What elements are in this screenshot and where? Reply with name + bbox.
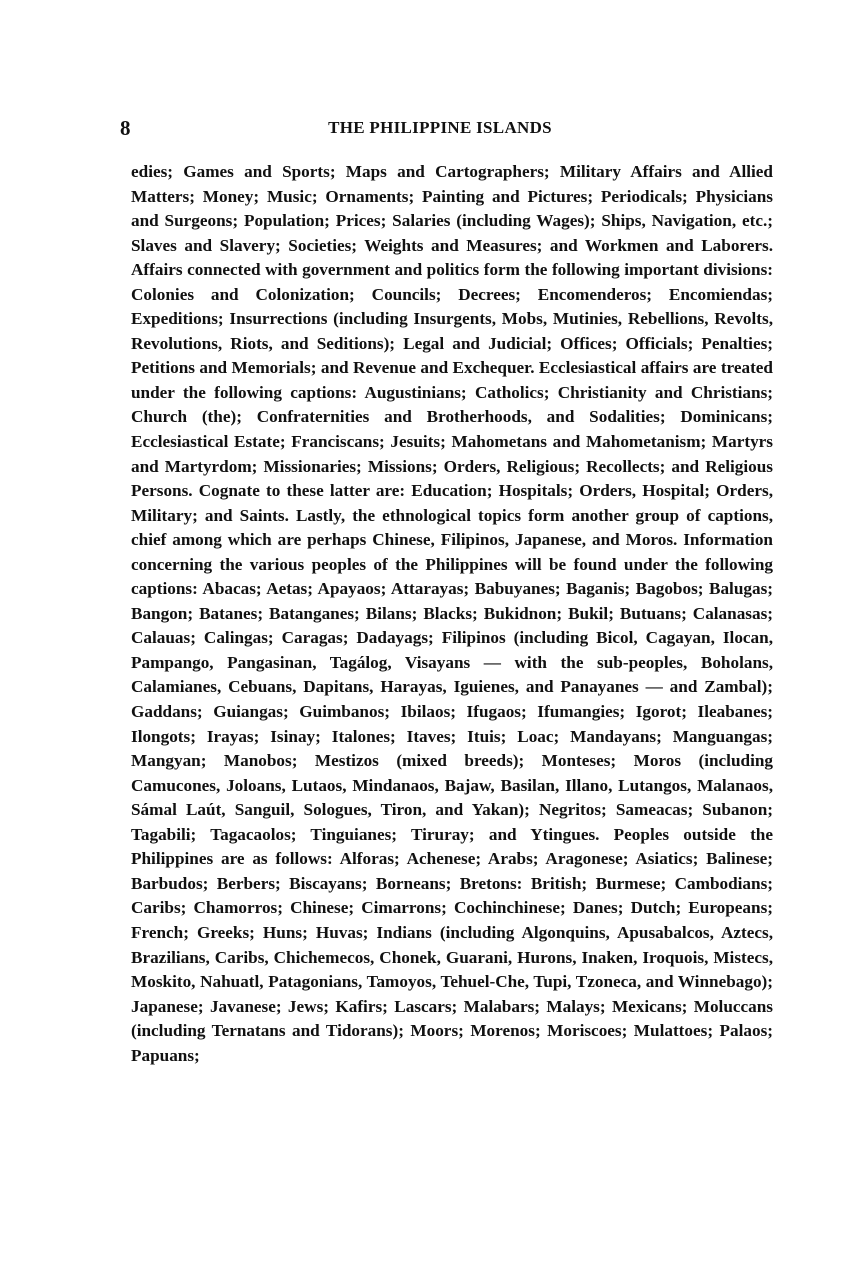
running-head: THE PHILIPPINE ISLANDS [328,118,552,137]
page-number: 8 [120,116,131,140]
body-paragraph: edies; Games and Sports; Maps and Cartographers; Military Affairs and Allied Matters; Money; Music; Ornaments; Painting and Pictures; Periodicals; Physicians and Surgeons; Population; Prices; Salaries (including Wages); Ships, Navigation, etc.; Slaves and Slavery; Societies; Weights and Measures; and Workmen and Laborers. Affairs connected with government and politics form the following important divisions: Colonies and Colonization; Councils; Decrees; Encomenderos; Encomiendas; Expeditions; Insurrections (including Insurgents, Mobs, Mutinies, Rebellions, Revolts, Revolutions, Riots, and Seditions); Legal and Judicial; Offices; Officials; Penalties; Petitions and Memorials; and Revenue and Exchequer. Ecclesiastical affairs are treated under the following captions: Augustinians; Catholics; Christianity and Christians; Church (the); Confraternities and Brotherhoods, and Sodalities; Dominicans; Ecclesiastical Estate; Franciscans; Jesuits; Mahometans and Mahometanism; Martyrs and Martyrdom; Missionaries; Missions; Orders, Religious; Recollects; and Religious Persons. Cognate to these latter are: Education; Hospitals; Orders, Hospital; Orders, Military; and Saints. Lastly, the ethnological topics form another group of captions, chief among which are perhaps Chinese, Filipinos, Japanese, and Moros. Information concerning the various peoples of the Philippines will be found under the following captions: Abacas; Aetas; Apayaos; Attarayas; Babuyanes; Baganis; Bagobos; Balugas; Bangon; Batanes; Batanganes; Bilans; Blacks; Bukidnon; Bukil; Butuans; Calanasas; Calauas; Calingas; Caragas; Dadayags; Filipinos (including Bicol, Cagayan, Ilocan, Pampango, Pangasinan, Tagálog, Visayans — with the sub-peoples, Boholans, Calamianes, Cebuans, Dapitans, Harayas, Iguienes, and Panayanes — and Zambal); Gaddans; Guiangas; Guimbanos; Ibilaos; Ifugaos; Ifumangies; Igorot; Ileabanes; Ilongots; Irayas; Isinay; Italones; Itaves; Ituis; Loac; Mandayans; Manguangas; Mangyan; Manobos; Mestizos (mixed breeds); Monteses; Moros (including Camucones, Joloans, Lutaos, Mindanaos, Bajaw, Basilan, Illano, Lutangos, Malanaos, Sámal Laút, Sanguil, Sologues, Tiron, and Yakan); Negritos; Sameacas; Subanon; Tagabili; Tagacaolos; Tinguianes; Tiruray; and Ytingues. Peoples outside the Philippines are as follows: Alforas; Achenese; Arabs; Aragonese; Asiatics; Balinese; Barbudos; Berbers; Biscayans; Borneans; Bretons: British; Burmese; Cambodians; Caribs; Chamorros; Chinese; Cimarrons; Cochinchinese; Danes; Dutch; Europeans; French; Greeks; Huns; Huvas; Indians (including Algonquins, Apusabalcos, Aztecs, Brazilians, Caribs, Chichemecos, Chonek, Guarani, Hurons, Inaken, Iroquois, Mistecs, Moskito, Nahuatl, Patagonians, Tamoyos, Tehuel-Che, Tupi, Tzoneca, and Winnebago); Japanese; Javanese; Jews; Kafirs; Lascars; Malabars; Malays; Mexicans; Moluccans (including Ternatans and Tidorans); Moors; Morenos; Moriscoes; Mulattoes; Palaos; Papuans; [131,162,773,1065]
